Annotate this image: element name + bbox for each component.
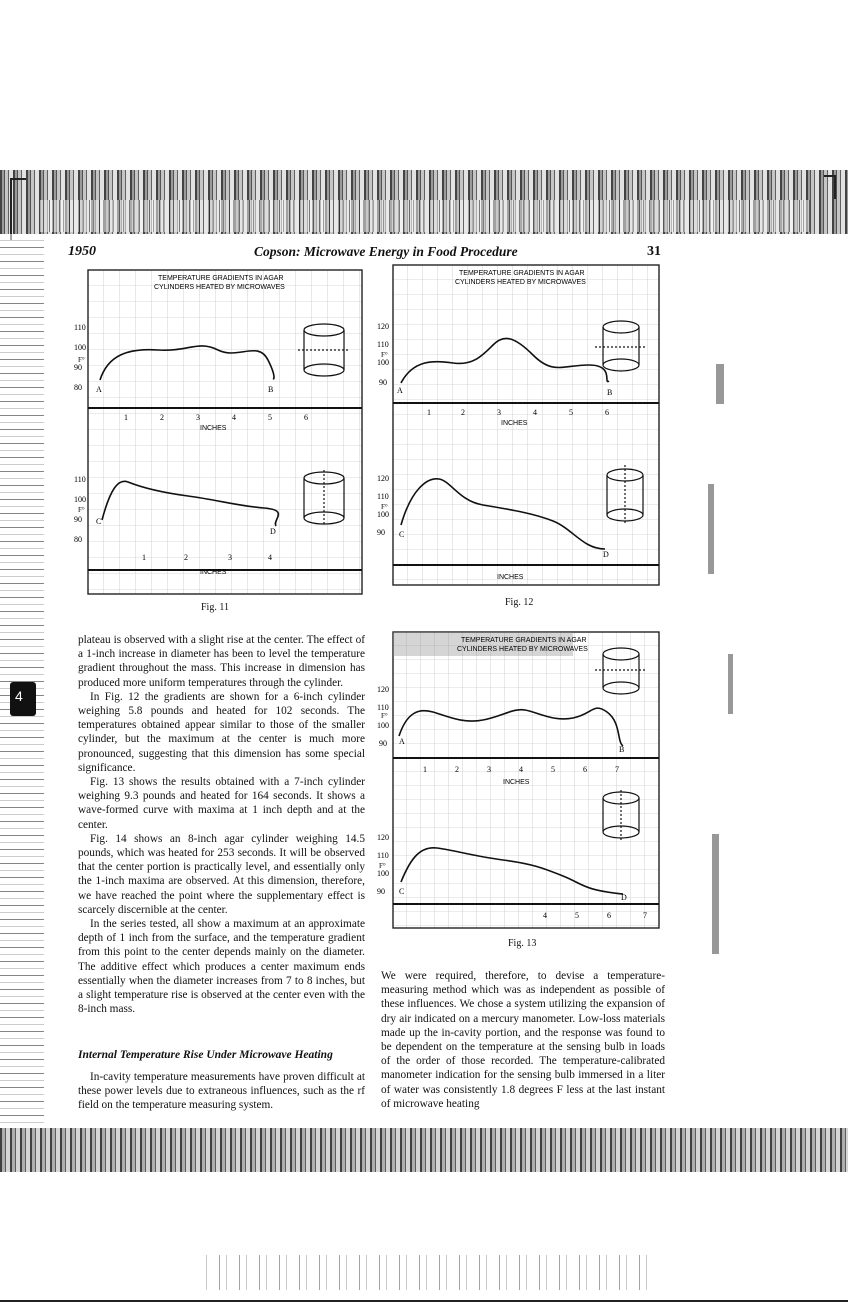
svg-text:5: 5 <box>575 911 579 920</box>
figure-13-graph <box>377 632 659 928</box>
svg-text:110: 110 <box>74 475 86 484</box>
svg-text:F°: F° <box>78 506 85 514</box>
svg-text:110: 110 <box>377 851 389 860</box>
figure-11-graph <box>74 270 362 594</box>
fig11-ytick: 90 <box>74 363 82 372</box>
scan-noise-footer <box>200 1255 650 1290</box>
svg-text:4: 4 <box>519 765 523 774</box>
svg-text:A: A <box>399 737 405 746</box>
svg-text:120: 120 <box>377 474 389 483</box>
fig11-title-2: CYLINDERS HEATED BY MICROWAVES <box>154 284 285 291</box>
svg-text:1: 1 <box>427 408 431 417</box>
svg-text:B: B <box>619 745 625 754</box>
scan-noise-bottom <box>0 1128 848 1172</box>
svg-text:C: C <box>399 530 405 539</box>
fig11-title-1: TEMPERATURE GRADIENTS IN AGAR <box>158 275 284 282</box>
header-title: Copson: Microwave Energy in Food Procedure <box>254 244 518 259</box>
svg-text:3: 3 <box>196 413 200 422</box>
fig11-unit: F° <box>78 356 85 364</box>
svg-text:1: 1 <box>423 765 427 774</box>
svg-text:3: 3 <box>497 408 501 417</box>
svg-text:110: 110 <box>377 340 389 349</box>
svg-text:4: 4 <box>232 413 236 422</box>
svg-text:90: 90 <box>377 887 385 896</box>
svg-text:D: D <box>270 527 276 536</box>
fig11-inches: INCHES <box>200 425 227 432</box>
fig11-ytick: 110 <box>74 323 86 332</box>
figure-12-graph <box>377 265 659 585</box>
paragraph: We were required, therefore, to devise a temperature-measuring method which was as independent as possible of these influences. We chose a system utilizing the expansion of dry air indicated on a mercury manometer. Low-loss materials made up the in-cavity portion, and the response was found to be dependent on the temperature at the sensing bulb in loads of the order of those recorded. The temperature-calibrated manometer indication for the sensing bulb immersed in a liter of water was consistently 1.8 degrees F less at the last instant of microwave heating <box>381 970 665 1110</box>
section-heading: Internal Temperature Rise Under Microwave Heating <box>78 1049 333 1061</box>
svg-text:6: 6 <box>607 911 611 920</box>
scan-noise-top-inner <box>40 200 810 232</box>
svg-text:5: 5 <box>551 765 555 774</box>
paragraph: plateau is observed with a slight rise at the center. The effect of a 1-inch increase in diameter has been to level the temperature gradient throughout the mass. This increase in dimension has produced more uniform temperatures through the cylinder. <box>78 634 365 689</box>
page-edge-line <box>0 1300 848 1302</box>
svg-text:90: 90 <box>379 378 387 387</box>
svg-text:100: 100 <box>377 721 389 730</box>
left-column-text <box>78 633 365 1016</box>
page-corner-left <box>10 178 26 240</box>
figure-13-caption: Fig. 13 <box>508 938 537 949</box>
paragraph: In-cavity temperature measurements have proven difficult at these power levels due to extraneous influences, such as the rf field on the temperature measuring system. <box>78 1071 365 1112</box>
svg-text:80: 80 <box>74 535 82 544</box>
svg-text:110: 110 <box>377 703 389 712</box>
svg-text:110: 110 <box>377 492 389 501</box>
scan-noise-right <box>698 234 848 1129</box>
svg-text:F°: F° <box>381 712 388 720</box>
svg-text:C: C <box>96 517 102 526</box>
svg-text:A: A <box>397 386 403 395</box>
figure-11 <box>74 270 362 594</box>
paragraph: Fig. 13 shows the results obtained with a 7-inch cylinder weighing 9.3 pounds and heated for 164 seconds. It shows a wave-formed curve with maxima at 1 inch depth and at the center. <box>78 776 365 831</box>
svg-text:7: 7 <box>643 911 647 920</box>
svg-text:F°: F° <box>379 862 386 870</box>
svg-text:2: 2 <box>461 408 465 417</box>
svg-text:F°: F° <box>381 351 388 359</box>
svg-text:120: 120 <box>377 833 389 842</box>
fig11-ytick: 80 <box>74 383 82 392</box>
fig11-ytick: 100 <box>74 343 86 352</box>
svg-text:INCHES: INCHES <box>501 420 528 427</box>
svg-text:100: 100 <box>377 869 389 878</box>
paragraph: In the series tested, all show a maximum at an approximate depth of 1 inch from the surface, and the temperature gradient from this point to the center depends mainly on the diameter. The additive effect which produces a center maximum ends essentially when the diameter increases from 7 to 8 inches, but a slight temperature rise is observed at the center even with the 8-inch mass. <box>78 918 365 1016</box>
svg-text:3: 3 <box>487 765 491 774</box>
svg-text:120: 120 <box>377 685 389 694</box>
svg-text:C: C <box>399 887 405 896</box>
svg-text:2: 2 <box>160 413 164 422</box>
figure-12 <box>377 265 659 585</box>
svg-text:100: 100 <box>74 495 86 504</box>
section-text <box>78 1070 365 1113</box>
svg-text:120: 120 <box>377 322 389 331</box>
svg-text:6: 6 <box>605 408 609 417</box>
svg-text:D: D <box>621 893 627 902</box>
svg-text:90: 90 <box>379 739 387 748</box>
paragraph: Fig. 14 shows an 8-inch agar cylinder weighing 14.5 pounds, which was heated for 253 seconds. It will be observed that the center portion is practically level, and essentially only the 1-inch maxima are observed. At this dimension, therefore, we have reached the point where the supplementary effect is scarcely discernible at the center. <box>78 832 365 916</box>
svg-text:100: 100 <box>377 510 389 519</box>
margin-mark: 4 <box>10 682 36 716</box>
paragraph: In Fig. 12 the gradients are shown for a 6-inch cylinder weighing 5.8 pounds and heated for 102 seconds. The temperatures obtained appear similar to those of the smaller cylinder, but the maximum at the center is much more pronounced, suggesting that this dimension has some special significance. <box>78 690 365 774</box>
svg-text:F°: F° <box>381 503 388 511</box>
svg-text:CYLINDERS HEATED BY MICROWAVES: CYLINDERS HEATED BY MICROWAVES <box>457 646 588 653</box>
header-year: 1950 <box>68 244 96 259</box>
figure-11-caption: Fig. 11 <box>201 602 229 613</box>
svg-text:100: 100 <box>377 358 389 367</box>
fig11-label-a: A <box>96 385 102 394</box>
svg-text:TEMPERATURE GRADIENTS IN AGAR: TEMPERATURE GRADIENTS IN AGAR <box>459 270 585 277</box>
page-number: 31 <box>647 244 661 259</box>
svg-text:INCHES: INCHES <box>503 779 530 786</box>
svg-text:6: 6 <box>304 413 308 422</box>
page-corner-right <box>824 175 836 199</box>
svg-text:7: 7 <box>615 765 619 774</box>
svg-text:B: B <box>607 388 613 397</box>
svg-text:2: 2 <box>455 765 459 774</box>
svg-text:6: 6 <box>583 765 587 774</box>
svg-text:3: 3 <box>228 553 232 562</box>
svg-text:4: 4 <box>533 408 537 417</box>
svg-text:5: 5 <box>569 408 573 417</box>
svg-text:1: 1 <box>142 553 146 562</box>
svg-text:4: 4 <box>543 911 547 920</box>
svg-text:INCHES: INCHES <box>497 574 524 581</box>
figure-13 <box>377 632 659 928</box>
svg-text:INCHES: INCHES <box>200 569 227 576</box>
right-column-text <box>381 969 665 1111</box>
svg-text:90: 90 <box>74 515 82 524</box>
figure-12-caption: Fig. 12 <box>505 597 534 608</box>
svg-text:D: D <box>603 550 609 559</box>
svg-text:1: 1 <box>124 413 128 422</box>
svg-text:TEMPERATURE GRADIENTS IN AGAR: TEMPERATURE GRADIENTS IN AGAR <box>461 637 587 644</box>
svg-text:CYLINDERS HEATED BY MICROWAVES: CYLINDERS HEATED BY MICROWAVES <box>455 279 586 286</box>
fig11-label-b: B <box>268 385 274 394</box>
svg-text:2: 2 <box>184 553 188 562</box>
svg-text:90: 90 <box>377 528 385 537</box>
svg-text:5: 5 <box>268 413 272 422</box>
svg-text:4: 4 <box>268 553 272 562</box>
